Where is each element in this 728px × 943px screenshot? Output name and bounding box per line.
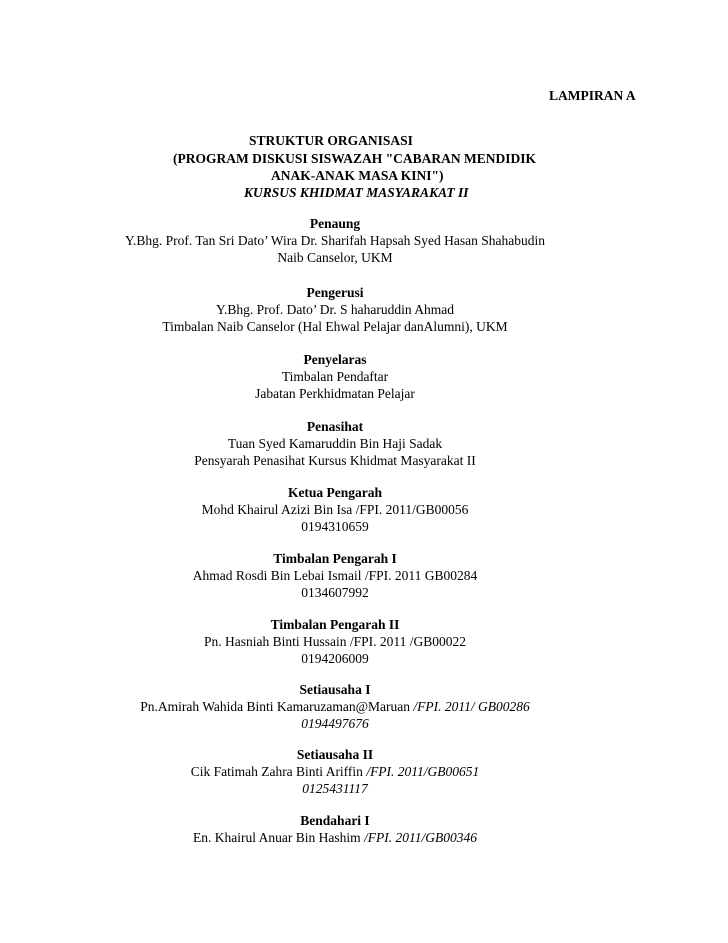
section-title: Penasihat xyxy=(306,419,364,434)
header-program-line: (PROGRAM DISKUSI SISWAZAH "CABARAN MENDIDIK xyxy=(173,151,537,166)
lampiran-label: LAMPIRAN A xyxy=(549,88,636,103)
person-role: Timbalan Pendaftar xyxy=(281,369,389,384)
section-penyelaras xyxy=(0,351,670,402)
person-role: Pensyarah Penasihat Kursus Khidmat Masyarakat II xyxy=(194,453,476,468)
person-role: Timbalan Naib Canselor (Hal Ehwal Pelajar danAlumni), UKM xyxy=(162,319,508,334)
section-title: Penaung xyxy=(309,216,361,231)
person-name: Y.Bhg. Prof. Dato’ Dr. S haharuddin Ahmad xyxy=(216,302,454,317)
section-pengerusi xyxy=(0,284,670,335)
person-name: Ahmad Rosdi Bin Lebai Ismail /FPI. 2011 GB00284 xyxy=(192,568,478,583)
section-title: Setiausaha I xyxy=(299,682,371,697)
section-penasihat xyxy=(0,418,670,469)
person-matric: /FPI. 2011/GB00651 xyxy=(362,764,480,779)
section-ketua-pengarah xyxy=(0,484,670,535)
person-line xyxy=(0,698,670,715)
section-bendahari-1 xyxy=(0,812,670,846)
section-setiausaha-2 xyxy=(0,746,670,797)
section-title: Timbalan Pengarah I xyxy=(273,551,397,566)
section-title: Ketua Pengarah xyxy=(287,485,383,500)
section-setiausaha-1 xyxy=(0,681,670,732)
section-title: Timbalan Pengarah II xyxy=(270,617,400,632)
person-name: Cik Fatimah Zahra Binti Ariffin xyxy=(190,764,363,779)
person-matric: /FPI. 2011/GB00346 xyxy=(360,830,477,845)
header-program-line-2: ANAK-ANAK MASA KINI") xyxy=(271,168,444,183)
header-course: KURSUS KHIDMAT MASYARAKAT II xyxy=(244,185,469,200)
person-phone: 0194206009 xyxy=(301,651,369,666)
section-penaung xyxy=(0,215,670,266)
section-title: Bendahari I xyxy=(300,813,370,828)
person-phone: 0125431117 xyxy=(302,781,368,796)
person-role: Naib Canselor, UKM xyxy=(277,250,393,265)
person-phone: 0194497676 xyxy=(301,716,369,731)
person-name: En. Khairul Anuar Bin Hashim xyxy=(193,830,361,845)
person-name: Y.Bhg. Prof. Tan Sri Dato’ Wira Dr. Sharifah Hapsah Syed Hasan Shahabudin xyxy=(124,233,546,248)
person-matric: /FPI. 2011/ GB00286 xyxy=(410,699,530,714)
section-timbalan-pengarah-2 xyxy=(0,616,670,667)
section-timbalan-pengarah-1 xyxy=(0,550,670,601)
person-name: Pn. Hasniah Binti Hussain /FPI. 2011 /GB00022 xyxy=(203,634,467,649)
person-department: Jabatan Perkhidmatan Pelajar xyxy=(255,386,415,401)
header-title: STRUKTUR ORGANISASI xyxy=(249,133,413,148)
person-phone: 0194310659 xyxy=(301,519,369,534)
person-name: Mohd Khairul Azizi Bin Isa /FPI. 2011/GB00056 xyxy=(201,502,469,517)
section-title: Setiausaha II xyxy=(296,747,374,762)
person-line xyxy=(0,829,670,846)
person-line xyxy=(0,763,670,780)
section-title: Penyelaras xyxy=(303,352,367,367)
person-phone: 0134607992 xyxy=(301,585,369,600)
section-title: Pengerusi xyxy=(306,285,364,300)
person-name: Pn.Amirah Wahida Binti Kamaruzaman@Maruan xyxy=(140,699,411,714)
person-name: Tuan Syed Kamaruddin Bin Haji Sadak xyxy=(227,436,443,451)
